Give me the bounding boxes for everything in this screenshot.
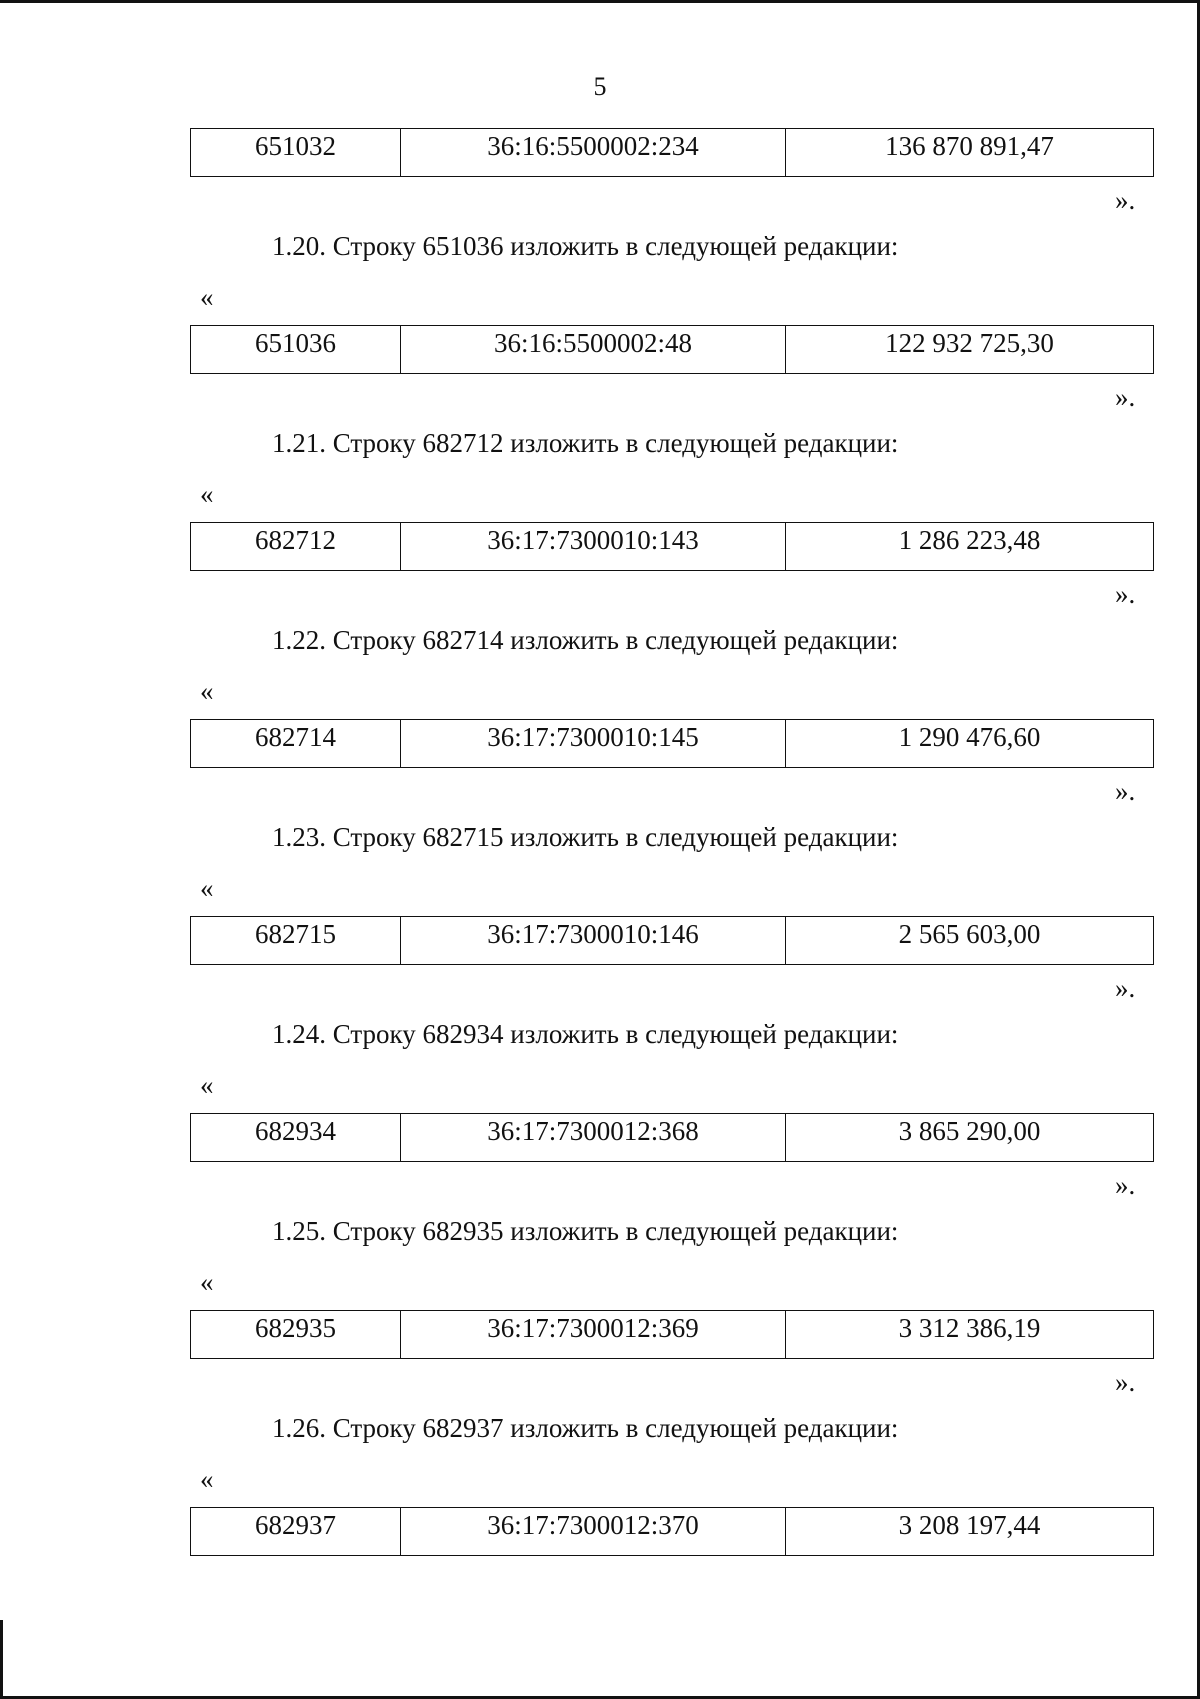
row-value: 3 312 386,19	[786, 1311, 1154, 1359]
open-quote: «	[200, 873, 214, 903]
instruction-1-20: 1.20. Строку 651036 изложить в следующей редакции:	[272, 231, 899, 261]
table-row	[191, 129, 1154, 177]
open-quote: «	[200, 479, 214, 509]
row-cadastral-number: 36:17:7300010:146	[401, 917, 786, 965]
close-quote: ».	[1115, 579, 1136, 609]
instruction-1-22: 1.22. Строку 682714 изложить в следующей редакции:	[272, 625, 899, 655]
open-quote: «	[200, 1267, 214, 1297]
close-quote: ».	[1115, 973, 1136, 1003]
row-code: 682937	[191, 1508, 401, 1556]
table-row-682715	[190, 916, 1154, 965]
open-quote: «	[200, 1070, 214, 1100]
open-quote: «	[200, 282, 214, 312]
table-row-682712	[190, 522, 1154, 571]
row-value: 3 208 197,44	[786, 1508, 1154, 1556]
row-cadastral-number: 36:16:5500002:48	[401, 326, 786, 374]
table-row	[191, 1114, 1154, 1162]
row-value: 3 865 290,00	[786, 1114, 1154, 1162]
instruction-1-24: 1.24. Строку 682934 изложить в следующей редакции:	[272, 1019, 899, 1049]
table-row-682934	[190, 1113, 1154, 1162]
table-row	[191, 917, 1154, 965]
row-code: 651036	[191, 326, 401, 374]
page-number-wrap	[0, 72, 1200, 102]
row-cadastral-number: 36:17:7300012:368	[401, 1114, 786, 1162]
table-row-682714	[190, 719, 1154, 768]
instruction-1-25: 1.25. Строку 682935 изложить в следующей редакции:	[272, 1216, 899, 1246]
table-row	[191, 326, 1154, 374]
row-value: 1 290 476,60	[786, 720, 1154, 768]
row-cadastral-number: 36:17:7300010:145	[401, 720, 786, 768]
close-quote: ».	[1115, 1170, 1136, 1200]
row-cadastral-number: 36:16:5500002:234	[401, 129, 786, 177]
row-cadastral-number: 36:17:7300012:369	[401, 1311, 786, 1359]
open-quote: «	[200, 1464, 214, 1494]
row-code: 682934	[191, 1114, 401, 1162]
row-value: 136 870 891,47	[786, 129, 1154, 177]
table-row	[191, 1508, 1154, 1556]
row-cadastral-number: 36:17:7300012:370	[401, 1508, 786, 1556]
close-quote: ».	[1115, 185, 1136, 215]
table-row	[191, 720, 1154, 768]
table-row-682935	[190, 1310, 1154, 1359]
scan-border-left	[0, 1620, 3, 1699]
row-code: 682715	[191, 917, 401, 965]
table-row-682937	[190, 1507, 1154, 1556]
instruction-1-21: 1.21. Строку 682712 изложить в следующей редакции:	[272, 428, 899, 458]
row-code: 682935	[191, 1311, 401, 1359]
row-cadastral-number: 36:17:7300010:143	[401, 523, 786, 571]
row-value: 1 286 223,48	[786, 523, 1154, 571]
close-quote: ».	[1115, 1367, 1136, 1397]
open-quote: «	[200, 676, 214, 706]
instruction-1-23: 1.23. Строку 682715 изложить в следующей редакции:	[272, 822, 899, 852]
table-row	[191, 523, 1154, 571]
row-value: 122 932 725,30	[786, 326, 1154, 374]
close-quote: ».	[1115, 776, 1136, 806]
table-row-first	[190, 128, 1154, 177]
instruction-1-26: 1.26. Строку 682937 изложить в следующей редакции:	[272, 1413, 899, 1443]
row-value: 2 565 603,00	[786, 917, 1154, 965]
page-number: 5	[593, 72, 607, 101]
scan-border-top	[0, 0, 1200, 3]
row-code: 682712	[191, 523, 401, 571]
close-quote: ».	[1115, 382, 1136, 412]
row-code: 682714	[191, 720, 401, 768]
table-row	[191, 1311, 1154, 1359]
table-row-651036	[190, 325, 1154, 374]
row-code: 651032	[191, 129, 401, 177]
